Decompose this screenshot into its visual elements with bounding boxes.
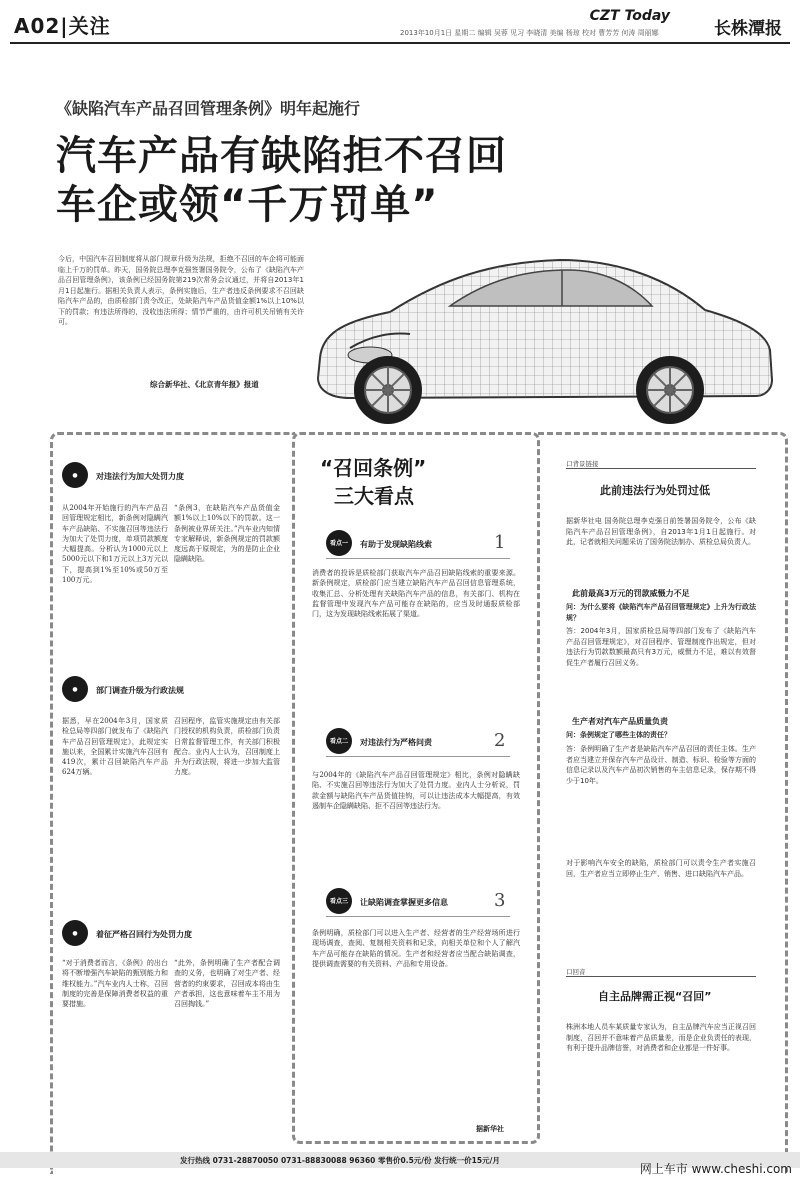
left-section-2-text-b: 召回程序，监管实施规定由有关部门授权的机构负责，质检部门负责日常监督管理工作，有关部门积极配合。业内人士认为，召回制度上升为行政法规，将进一步加大监管力度。 <box>174 717 280 777</box>
headline-line-2: 车企或领“千万罚单” <box>56 182 439 228</box>
tag-divider <box>566 976 756 977</box>
page-header <box>0 0 800 46</box>
lede-credit: 综合新华社、《北京青年报》报道 <box>150 380 259 389</box>
echo-tag: 口回音 <box>566 968 586 976</box>
echo-headline: 自主品牌需正视“召回” <box>598 990 712 1003</box>
point-1-text: 消费者的投诉是质检部门获取汽车产品召回缺陷线索的重要来源。新条例规定，质检部门应当建立缺陷汽车产品召回信息管理系统，收集汇总、分析处理有关缺陷汽车产品的信息，有关部门、机构在监督管理中发现汽车产品可能存在缺陷的，应当及时通报质检部门，这为发现缺陷线索拓展了渠道。 <box>312 569 520 619</box>
tag-divider <box>566 468 756 469</box>
point-2-title: 对违法行为严格问责 <box>360 738 432 747</box>
point-2-rule <box>326 756 510 757</box>
left-section-3-title: 着征严格召回行为处罚力度 <box>96 930 192 939</box>
point-1-title: 有助于发现缺陷线索 <box>360 540 432 549</box>
paper-logo: CZT Today <box>589 8 670 24</box>
question-2: 问：条例规定了哪些主体的责任？ <box>566 731 671 739</box>
left-section-3-text-a: “对于消费者而言，《条例》的出台将不断增强汽车缺陷的甄别能力和维权能力。”汽车业内人士称，召回制度的完善是保障消费者权益的重要措施。 <box>62 959 168 1009</box>
answer-1: 答：2004年3月，国家质检总局等四部门发布了《缺陷汽车产品召回管理规定》，对召回程序、管理制度作出规定，但对违法行为罚款数额最高只有3万元，威慑力不足，难以有效督促生产者履行召回义务。 <box>566 627 756 667</box>
footer-text: 发行热线 0731-28870050 0731-88830088 96360 零售价0.5元/份 发行统一价15元/月 <box>180 1156 500 1165</box>
point-1-badge: 看点一 <box>326 530 352 556</box>
car-illustration <box>300 240 780 430</box>
point-1-number: 1 <box>494 532 506 553</box>
answer-2: 答：条例明确了生产者是缺陷汽车产品召回的责任主体。生产者应当建立并保存汽车产品设计、制造、标识、检验等方面的信息记录以及汽车产品初次销售的车主信息记录，保存期不得少于10年。 <box>566 745 756 785</box>
answer-2-continued: 对于影响汽车安全的缺陷，质检部门可以责令生产者实施召回，生产者应当立即停止生产、销售、进口缺陷汽车产品。 <box>566 859 756 878</box>
point-2-badge: 看点二 <box>326 728 352 754</box>
point-3-badge: 看点三 <box>326 888 352 914</box>
background-subhead-1: 此前最高3万元的罚款威慑力不足 <box>572 589 690 598</box>
left-section-3-text-b: “此外，条例明确了生产者配合调查的义务，也明确了对生产者、经营者的约束要求，召回成本将由生产者承担，这也意味着车主不用为召回掏钱。” <box>174 959 280 1009</box>
section-label: A02|关注 <box>14 14 111 38</box>
point-3-rule <box>326 916 510 917</box>
point-2-text: 与2004年的《缺陷汽车产品召回管理规定》相比，条例对隐瞒缺陷、不实施召回等违法行为加大了处罚力度。业内人士分析说，罚款金额与缺陷汽车产品货值挂钩，可以让违法成本大幅提高，有效遏制车企隐瞒缺陷、拒不召回等违法行为。 <box>312 771 520 810</box>
middle-credit: 据新华社 <box>476 1125 504 1133</box>
rear-wheel <box>636 356 704 424</box>
point-3-text: 条例明确，质检部门可以进入生产者、经营者的生产经营场所进行现场调查，查阅、复制相关资料和记录，向相关单位和个人了解汽车产品可能存在缺陷的情况。生产者和经营者应当配合缺陷调查，提供调查需要的有关资料、产品和专用设备。 <box>312 929 520 968</box>
article-lede: 今后，中国汽车召回制度将从部门规章升级为法规，拒绝不召回的车企将可能面临上千万的罚单。昨天，国务院总理李克强签署国务院令，公布了《缺陷汽车产品召回管理条例》，该条例已经国务院第219次常务会议通过，并将自2013年1月1日起施行。据相关负责人表示，条例实施后，生产者违反条例要求不召回缺陷汽车产品的，由质检部门责令改正，处缺陷汽车产品货值金额1%以上10%以下的罚款；有违法所得的，没收违法所得；情节严重的，由许可机关吊销有关许可。 <box>58 255 304 326</box>
left-section-2-text-a: 据悉，早在2004年3月，国家质检总局等四部门就发布了《缺陷汽车产品召回管理规定》，此规定实施以来，全国累计实施汽车召回有419次，累计召回缺陷汽车产品624万辆。 <box>62 717 168 777</box>
article-kicker: 《缺陷汽车产品召回管理条例》明年起施行 <box>56 99 361 118</box>
section-badge-icon: ● <box>62 676 88 702</box>
middle-subtitle: 三大看点 <box>334 484 414 508</box>
left-section-2-title: 部门调查升级为行政法规 <box>96 686 184 695</box>
left-section-1-text-a: 从2004年开始施行的汽车产品召回管理规定相比，新条例对隐瞒汽车产品缺陷、不实施召回等违法行为加大了处罚力度，单项罚款额度大幅提高。分析认为1000元以上5000元以下和1万元以上3万元以下，提高到1%至10%或50万至100万元。 <box>62 504 168 585</box>
background-intro: 据新华社电 国务院总理李克强日前签署国务院令，公布《缺陷汽车产品召回管理条例》，自2013年1月1日起施行。对此，记者就相关问题采访了国务院法制办、质检总局负责人。 <box>566 517 756 546</box>
dateline: 2013年10月1日 星期二 编辑 吴蓉 见习 李晓清 美编 杨琼 校对 曹芳芳 何涛 周丽娜 <box>400 29 659 37</box>
question-1: 问：为什么要将《缺陷汽车产品召回管理规定》上升为行政法规？ <box>566 603 756 622</box>
background-subhead-2: 生产者对汽车产品质量负责 <box>572 717 668 726</box>
middle-title: “召回条例” <box>320 456 427 480</box>
left-section-1-title: 对违法行为加大处罚力度 <box>96 472 184 481</box>
section-badge-icon: ● <box>62 920 88 946</box>
left-section-1-text-b: “条例3，在缺陷汽车产品货值金额1%以上10%以下的罚款。这一条例被业界所关注。”汽车业内知情专家解释说，新条例规定的罚款额度远高于原规定，为的是防止企业隐瞒缺陷。 <box>174 504 280 564</box>
background-headline: 此前违法行为处罚过低 <box>600 484 710 497</box>
point-1-rule <box>326 558 510 559</box>
header-rule <box>10 42 790 44</box>
front-wheel <box>354 356 422 424</box>
point-2-number: 2 <box>494 730 506 751</box>
point-3-number: 3 <box>494 890 506 911</box>
section-badge-icon: ● <box>62 462 88 488</box>
background-tag: 口背景链接 <box>566 460 599 468</box>
point-3-title: 让缺陷调查掌握更多信息 <box>360 898 448 907</box>
car-wireframe-image <box>300 240 780 430</box>
headline-line-1: 汽车产品有缺陷拒不召回 <box>56 133 507 179</box>
echo-text: 株洲本地人员车某质量专家认为，自主品牌汽车应当正视召回制度，召回并不意味着产品质量差，而是企业负责任的表现，有利于提升品牌信誉，对消费者和企业都是一件好事。 <box>566 1023 756 1052</box>
paper-brand: 长株潭报 <box>714 19 782 39</box>
watermark: 网上车市 www.cheshi.com <box>639 1162 792 1176</box>
